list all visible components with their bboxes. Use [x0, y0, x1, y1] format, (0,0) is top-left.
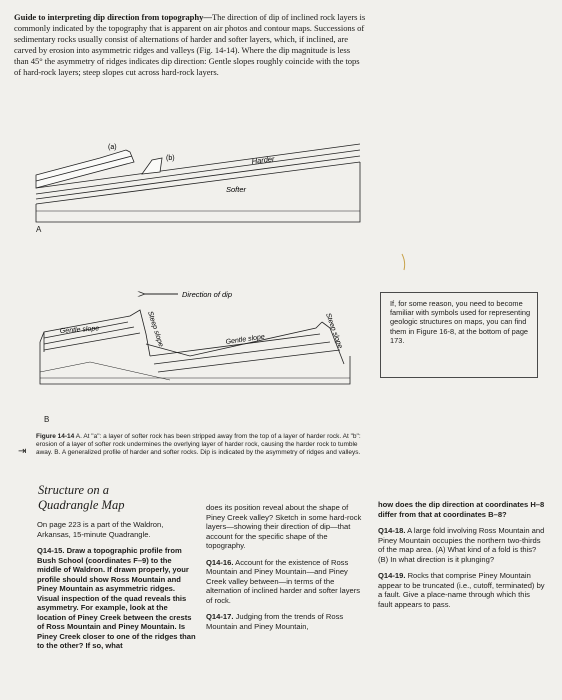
intro-paragraph [14, 12, 366, 77]
fig-b-steep-slope-left: Steep slope [146, 310, 165, 348]
caption-text: A. At "a": a layer of softer rock has been stripped away from the top of a layer of harder rock. At "b": erosion of a layer of softer rock undermines the overlying layer of harder rock, causing the harder rock to tumble away. B. A generalized profile of harder and softer rocks. Dip is indicated by the asymmetry of ridges and valleys. [36, 433, 361, 457]
fig-a-label-b: (b) [166, 155, 175, 162]
q18-number: Q14-18. [378, 526, 406, 535]
pen-mark [400, 252, 412, 272]
question-14-16 [206, 558, 368, 606]
section-title-line1: Structure on a [38, 483, 110, 497]
column-2 [206, 503, 368, 631]
figure-caption [36, 433, 368, 458]
q15-text: Draw a topographic profile from Bush School (coordinates F–9) to the middle of Waldron. If drawn properly, your profile should show Ross Mountain and Piney Mountain as asymmetric ridges. Visual inspection of the quad reveals this asymmetry. For example, look at the location of Piney Creek between the crests of Ross Mountain and Piney Mountain. Is Piney Creek closer to one of the ridges than to the other? If so, what [37, 546, 196, 650]
q18-text: A large fold involving Ross Mountain and Piney Mountain occupies the northern two-thirds of the map area. (A) What kind of a fold is this? (B) In what direction is it plunging? [378, 526, 545, 564]
question-14-17 [206, 612, 368, 631]
q15-number: Q14-15. [37, 546, 65, 555]
figure-b-diagram [30, 282, 365, 422]
q19-text: Rocks that comprise Piney Mountain appear to be truncated (i.e., cutoff, terminated) by a fault. Give a place-name through which this fault appears to pass. [378, 571, 545, 609]
q17-number: Q14-17. [206, 612, 234, 621]
fig-a-label-a: (a) [108, 144, 117, 151]
col3-continuation: how does the dip direction at coordinates H–8 differ from that at coordinates B–8? [378, 500, 545, 519]
col1-intro: On page 223 is a part of the Waldron, Arkansas, 15-minute Quadrangle. [37, 520, 164, 539]
q19-number: Q14-19. [378, 571, 406, 580]
col2-continuation: does its position reveal about the shape of Piney Creek valley? Sketch in some hard-rock layers—showing their direction of dip—that account for the specific shape of the topography. [206, 503, 362, 550]
intro-lead: Guide to interpreting dip direction from topography— [14, 12, 212, 22]
section-title-line2: Quadrangle Map [38, 498, 125, 512]
side-note-box [380, 292, 538, 378]
fig-b-gentle-slope-left: Gentle slope [59, 325, 100, 335]
column-3 [378, 500, 546, 609]
fig-b-panel-label: B [44, 415, 50, 424]
fig-a-block-b [142, 158, 162, 174]
fig-a-harder-label: Harder [251, 154, 276, 166]
fig-b-gentle-slope-mid: Gentle slope [225, 333, 266, 346]
fig-a-softer-label: Softer [226, 185, 247, 194]
fig-a-panel-label: A [36, 225, 42, 234]
q17-text: Judging from the trends of Ross Mountain and Piney Mountain, [206, 612, 344, 631]
figure-a-diagram [30, 140, 365, 240]
margin-arrow-icon: ⇥ [18, 446, 27, 457]
fig-b-steep-slope-right: Steep slope [324, 312, 344, 350]
side-note-text: If, for some reason, you need to become familiar with symbols used for representing geologic structures on maps, you can find them in Figure 16-8, at the bottom of page 173. [390, 299, 531, 345]
section-title [38, 483, 124, 513]
question-14-19 [378, 571, 546, 609]
caption-label: Figure 14-14 [36, 433, 75, 440]
question-14-18 [378, 526, 546, 564]
fig-b-direction-label: Direction of dip [182, 290, 233, 299]
q16-text: Account for the existence of Ross Mountain and Piney Mountain—and Piney Creek valley between—in terms of the alternation of inclined harder and softer layers of rock. [206, 557, 361, 605]
column-1 [37, 520, 197, 651]
question-14-15 [37, 546, 197, 651]
intro-text: The direction of dip of inclined rock layers is commonly indicated by the topography that is apparent on air photos and contour maps. Successions of sedimentary rocks usually consist of alternations of harder and softer layers, which, if inclined, are carved by erosion into asymmetric ridges and valleys (Fig. 14-14). Where the dip magnitude is less than 45° the asymmetry of ridges indicates dip direction: Gentle slopes roughly coincide with the tops of hard-rock layers; steep slopes cut across hard-rock layers. [14, 12, 366, 77]
q16-number: Q14-16. [206, 557, 234, 567]
